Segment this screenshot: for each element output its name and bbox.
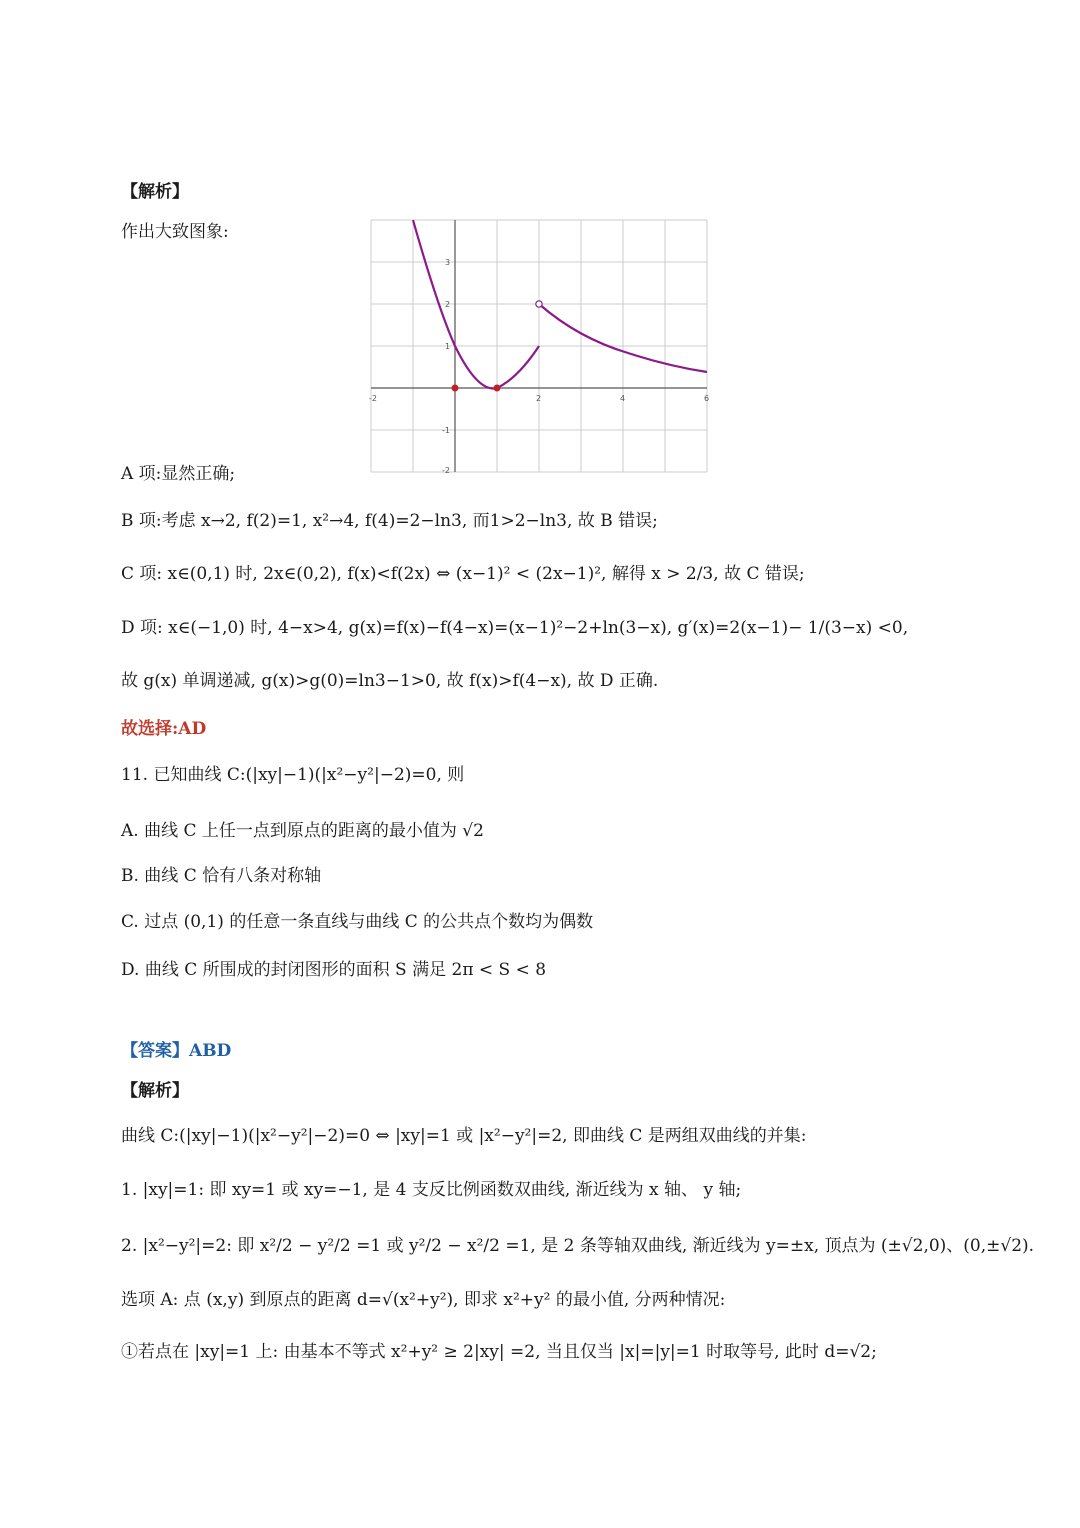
option-a-text: A 项:显然正确; [121, 464, 236, 484]
x-tick-label: -2 [369, 394, 377, 403]
analysis-header: 【解析】 [121, 182, 189, 202]
solution-line-2: 1. |xy|=1: 即 xy=1 或 xy=−1, 是 4 支反比例函数双曲线, 渐近线为 x 轴、 y 轴; [121, 1180, 742, 1200]
x-tick-label: 6 [704, 394, 710, 403]
q11-option-d: D. 曲线 C 所围成的封闭图形的面积 S 满足 2π < S < 8 [121, 960, 547, 980]
solution-line-3: 2. |x²−y²|=2: 即 x²/2 − y²/2 =1 或 y²/2 − x²/2 =1, 是 2 条等轴双曲线, 渐近线为 y=±x, 顶点为 (±√2,0)、(0,±√2). [121, 1236, 1035, 1256]
analysis-header-2: 【解析】 [121, 1081, 189, 1101]
q11-option-b: B. 曲线 C 恰有八条对称轴 [121, 866, 322, 886]
solution-line-4: 选项 A: 点 (x,y) 到原点的距离 d=√(x²+y²), 即求 x²+y² 的最小值, 分两种情况: [121, 1290, 726, 1310]
x-tick-label: 4 [620, 394, 626, 403]
solution-line-5: ①若点在 |xy|=1 上: 由基本不等式 x²+y² ≥ 2|xy| =2, 当且仅当 |x|=|y|=1 时取等号, 此时 d=√2; [121, 1342, 877, 1362]
question-11: 11. 已知曲线 C:(|xy|−1)(|x²−y²|−2)=0, 则 [121, 765, 465, 785]
option-c-text: C 项: x∈(0,1) 时, 2x∈(0,2), f(x)<f(2x) ⇔ (x−1)² < (2x−1)², 解得 x > 2/3, 故 C 错误; [121, 564, 805, 584]
y-tick-label: -2 [442, 466, 450, 474]
option-b-text: B 项:考虑 x→2, f(2)=1, x²→4, f(4)=2−ln3, 而1>2−ln3, 故 B 错误; [121, 511, 658, 531]
y-tick-label: 1 [445, 342, 451, 351]
option-d-conclusion: 故 g(x) 单调递减, g(x)>g(0)=ln3−1>0, 故 f(x)>f(4−x), 故 D 正确. [121, 671, 659, 691]
y-tick-label: -1 [442, 426, 450, 435]
x-tick-label: 2 [536, 394, 542, 403]
open-point-marker [536, 301, 542, 307]
y-tick-label: 3 [445, 258, 451, 267]
answer-header: 【答案】ABD [121, 1041, 232, 1061]
solution-line-1: 曲线 C:(|xy|−1)(|x²−y²|−2)=0 ⇔ |xy|=1 或 |x²−y²|=2, 即曲线 C 是两组双曲线的并集: [121, 1126, 807, 1146]
point-marker [494, 385, 501, 392]
option-d-text: D 项: x∈(−1,0) 时, 4−x>4, g(x)=f(x)−f(4−x)=(x−1)²−2+ln(3−x), g′(x)=2(x−1)− 1/(3−x) <0, [121, 618, 909, 638]
choice-answer: 故选择:AD [121, 719, 207, 739]
intro-text: 作出大致图象: [121, 222, 229, 242]
function-graph [368, 218, 712, 474]
q11-option-c: C. 过点 (0,1) 的任意一条直线与曲线 C 的公共点个数均为偶数 [121, 912, 594, 932]
y-tick-label: 2 [445, 300, 451, 309]
q11-option-a: A. 曲线 C 上任一点到原点的距离的最小值为 √2 [121, 821, 484, 841]
point-marker [452, 385, 459, 392]
